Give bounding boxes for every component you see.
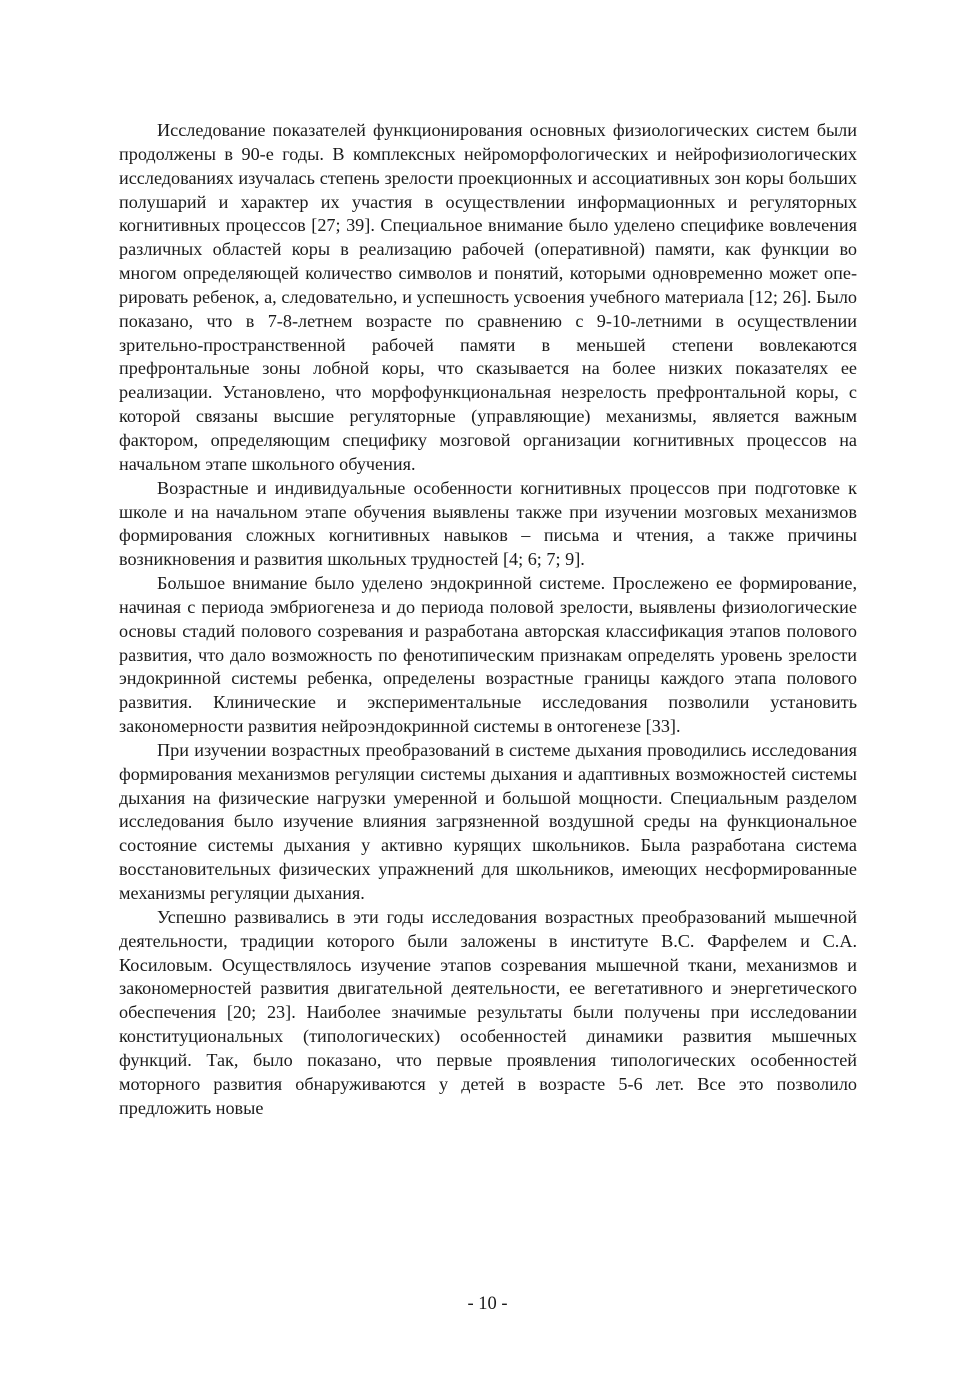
paragraph-physiological-systems: Исследование показателей функционирования основных физиологических систем были продолжены в 90-е годы. В комплексных нейроморфологических и нейрофизиологических исследованиях изучалась степень зрелости проекционных и ассоциативных зон коры больших полушарий и характер их участия в осуществлении информационных и регуляторных когнитивных процессов [27; 39]. Специальное внимание было уделено специфике вовлечения различных областей коры в реализацию рабочей (оперативной) памяти, как функции во многом определяющей количество символов и понятий, которыми одновременно может оперировать ребенок, а, следовательно, и успешность усвоения учебного материала [12; 26]. Было показано, что в 7-8-летнем возрасте по сравнению с 9-10-летними в осуществлении зрительно-пространственной рабочей памяти в меньшей степени вовлекаются префронтальные зоны лобной коры, что сказывается на более низких показателях ее реализации. Установлено, что морфофункциональная незрелость префронтальной коры, с которой связаны высшие регуляторные (управляющие) механизмы, является важным фактором, определяющим специфику мозговой организации когнитивных процессов на начальном этапе школьного обучения. bbox=[119, 120, 857, 474]
body-text bbox=[119, 119, 857, 1120]
paragraph-muscular-activity: Успешно развивались в эти годы исследования возрастных преобразований мышечной деятельности, традиции которого были заложены в институте В.С. Фарфелем и С.А. Косиловым. Осуществлялось изучение этапов созревания мышечной ткани, механизмов и закономерностей развития двигательной деятельности, ее вегетативного и энергетического обеспечения [20; 23]. Наиболее значимые результаты были получены при исследовании конституциональных (типологических) особенностей динамики развития мышечных функций. Так, было показано, что первые проявления типологических особенностей моторного развития обнаруживаются у детей в возрасте 5-6 лет. Все это позволило предложить новые bbox=[119, 906, 857, 1118]
paragraph-respiratory-system: При изучении возрастных преобразований в системе дыхания проводились исследования формирования механизмов регуляции системы дыхания и адаптивных возможностей системы дыхания на физические нагрузки умеренной и большой мощности. Специальным разделом исследования было изучение влияния загрязненной воздушной среды на функциональное состояние системы дыхания у активно курящих школьников. Была разработана система восстановительных физических упражнений для школьников, имеющих несформированные механизмы регуляции дыхания. bbox=[119, 739, 857, 903]
paragraph-cognitive-processes: Возрастные и индивидуальные особенности когнитивных процессов при подготовке к школе и на начальном этапе обучения выявлены также при изучении мозговых механизмов формирования сложных когнитивных навыков – письма и чтения, а также причины возникновения и развития школьных трудностей [4; 6; 7; 9]. bbox=[119, 477, 857, 570]
paragraph-endocrine-system: Большое внимание было уделено эндокринной системе. Прослежено ее формирование, начиная с периода эмбриогенеза и до периода половой зрелости, выявлены физиологические основы стадий полового созревания и разработана авторская классификация этапов полового развития, что дало возможность по фенотипическим признакам определять уровень зрелости эндокринной системы ребенка, определены возрастные границы каждого этапа полового развития. Клинические и экспериментальные исследования позволили установить закономерности развития нейроэндокринной системы в онтогенезе [33]. bbox=[119, 573, 857, 737]
page-number: - 10 - bbox=[467, 1294, 508, 1314]
